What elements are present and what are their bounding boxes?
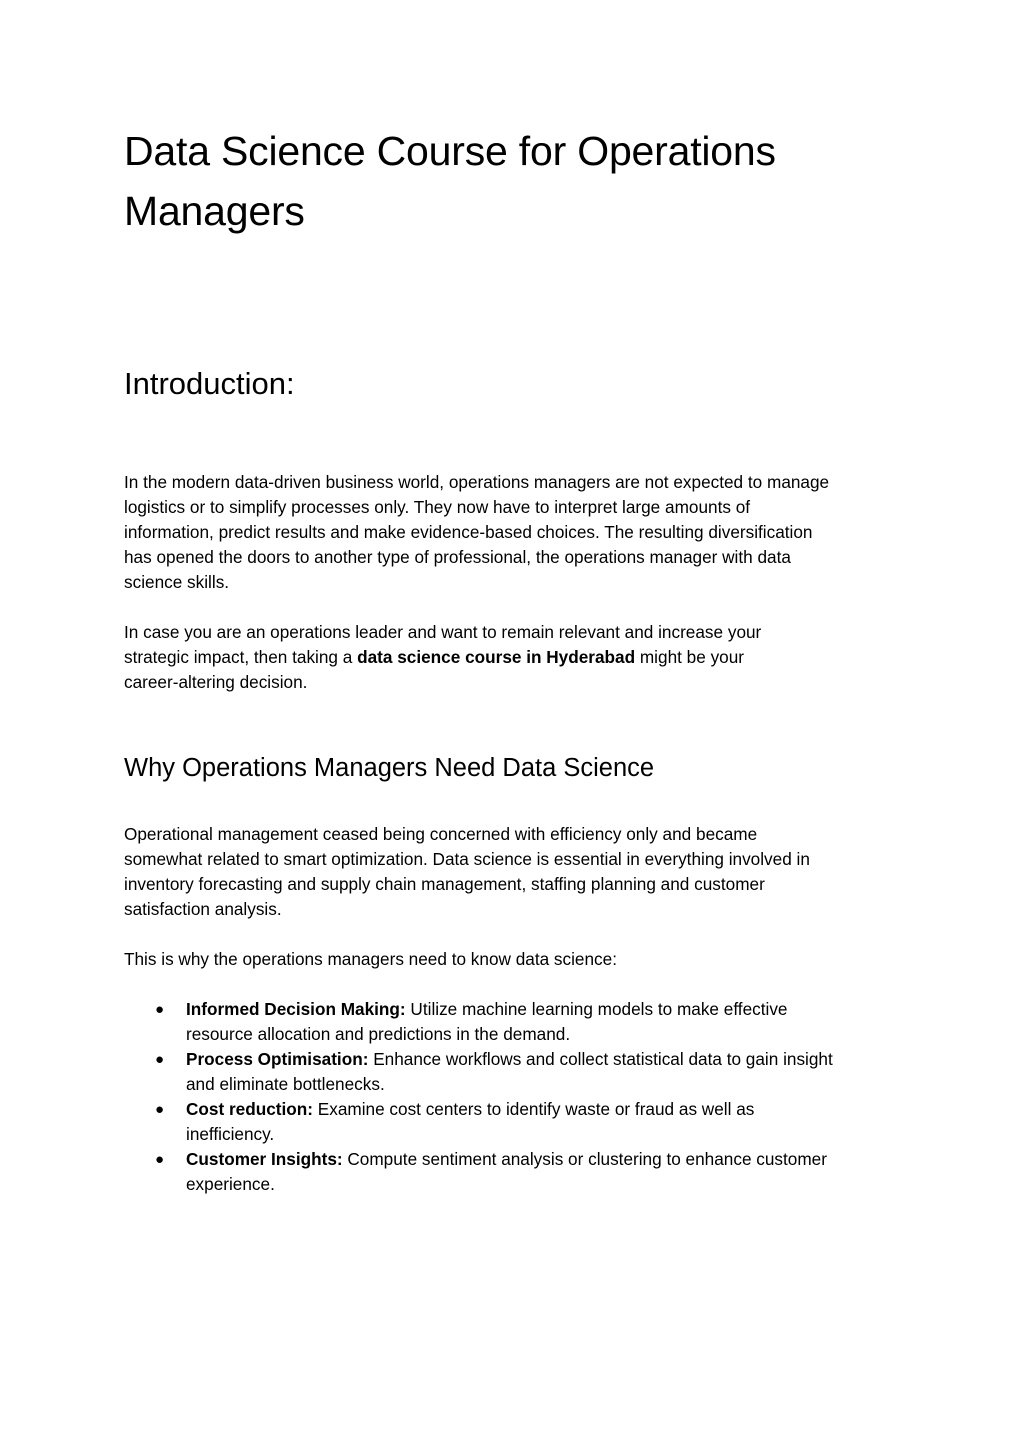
introduction-paragraph: [124, 470, 914, 595]
benefits-list: [124, 997, 914, 1197]
text-line: In case you are an operations leader and want to remain relevant and increase your: [124, 622, 762, 642]
text-line: somewhat related to smart optimization. Data science is essential in everything involved in: [124, 849, 810, 869]
text-line: In the modern data-driven business world, operations managers are not expected to manage: [124, 472, 830, 492]
list-item: [124, 1097, 914, 1147]
text-line: [186, 1147, 914, 1172]
why-paragraph: [124, 822, 914, 922]
bullet-icon: ●: [155, 1051, 165, 1068]
bullet-icon: ●: [155, 1101, 165, 1118]
document-title: [124, 121, 776, 241]
list-intro-paragraph: This is why the operations managers need to know data science:: [124, 949, 617, 969]
bullet-label: Process Optimisation:: [186, 1049, 369, 1069]
text-line: resource allocation and predictions in the demand.: [186, 1024, 571, 1044]
text-line: [124, 645, 914, 670]
cta-paragraph: [124, 620, 914, 695]
bullet-icon: ●: [155, 1151, 165, 1168]
bullet-text: Enhance workflows and collect statistical data to gain insight: [368, 1049, 833, 1069]
text-line: inventory forecasting and supply chain management, staffing planning and customer: [124, 874, 765, 894]
text-line: career-altering decision.: [124, 672, 308, 692]
text-line: and eliminate bottlenecks.: [186, 1074, 385, 1094]
text-line: inefficiency.: [186, 1124, 275, 1144]
bullet-label: Cost reduction:: [186, 1099, 313, 1119]
why-heading: Why Operations Managers Need Data Science: [124, 754, 655, 782]
text-line: satisfaction analysis.: [124, 899, 282, 919]
text-line: [186, 1097, 914, 1122]
title-line: Managers: [124, 188, 305, 234]
list-item: [124, 1147, 914, 1197]
text-line: information, predict results and make evidence-based choices. The resulting diversification: [124, 522, 813, 542]
text-line: has opened the doors to another type of professional, the operations manager with data: [124, 547, 791, 567]
introduction-heading: Introduction:: [124, 366, 295, 401]
bullet-label: Informed Decision Making:: [186, 999, 406, 1019]
bullet-label: Customer Insights:: [186, 1149, 343, 1169]
text-line: Operational management ceased being concerned with efficiency only and became: [124, 824, 758, 844]
text-line: [186, 997, 914, 1022]
text-line: experience.: [186, 1174, 275, 1194]
text-segment: strategic impact, then taking a: [124, 647, 358, 667]
bullet-text: Compute sentiment analysis or clustering to enhance customer: [342, 1149, 827, 1169]
list-item: [124, 1047, 914, 1097]
bullet-text: Examine cost centers to identify waste or fraud as well as: [313, 1099, 755, 1119]
text-line: science skills.: [124, 572, 230, 592]
bullet-icon: ●: [155, 1001, 165, 1018]
text-segment: might be your: [635, 647, 745, 667]
text-line: logistics or to simplify processes only. They now have to interpret large amounts of: [124, 497, 751, 517]
text-line: [186, 1047, 914, 1072]
course-keyword-bold: data science course in Hyderabad: [357, 647, 636, 667]
list-item: [124, 997, 914, 1047]
title-line: Data Science Course for Operations: [124, 128, 776, 174]
bullet-text: Utilize machine learning models to make effective: [405, 999, 788, 1019]
